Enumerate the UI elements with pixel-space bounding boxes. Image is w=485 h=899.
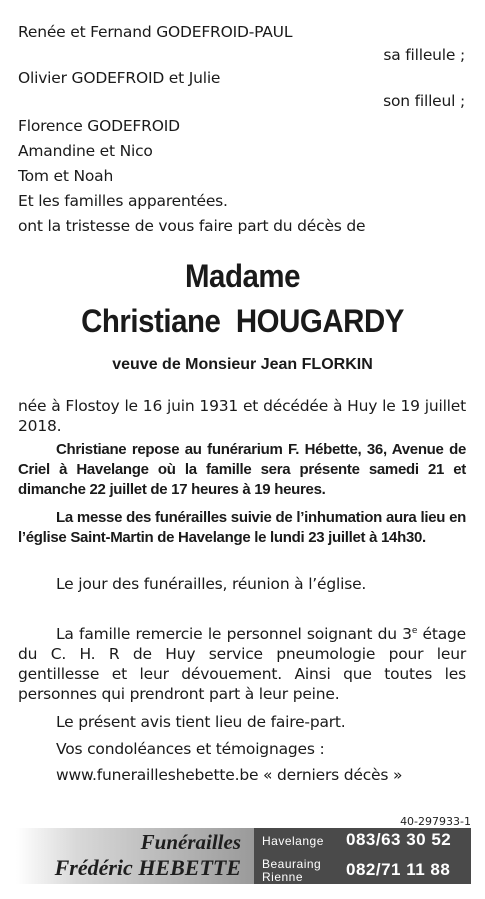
- mass-paragraph: La messe des funérailles suivie de l’inhumation aura lieu en l’église Saint-Martin de Havelange le lundi 23 juillet à 14h30.: [18, 509, 466, 546]
- funeral-home-banner: [16, 828, 471, 884]
- reference-number: 40-297933-1: [400, 815, 471, 828]
- funeral-home-line-2: Frédéric HEBETTE: [54, 855, 241, 880]
- intro-line-7: ont la tristesse de vous faire part du décès de: [18, 217, 366, 235]
- thanks-paragraph: [18, 624, 466, 704]
- location-beauraing: Beauraing: [262, 857, 322, 871]
- phone-havelange: 083/63 30 52: [346, 830, 452, 849]
- widow-of: veuve de Monsieur Jean FLORKIN: [112, 356, 373, 373]
- intro-line-6: Et les familles apparentées.: [18, 192, 228, 210]
- condolences-paragraph: Vos condoléances et témoignages :: [56, 740, 325, 758]
- thanks-superscript: e: [411, 625, 418, 636]
- deceased-title: Madame: [184, 258, 301, 294]
- repose-paragraph: Christiane repose au funérarium F. Hébette, 36, Avenue de Criel à Havelange où la famille sera présente samedi 21 et dimanche 22 juillet de 17 heures à 19 heures.: [18, 441, 466, 498]
- intro-line-3: Florence GODEFROID: [18, 117, 180, 135]
- intro-line-5: Tom et Noah: [18, 167, 114, 185]
- intro-line-2: Olivier GODEFROID et Julie: [18, 69, 221, 87]
- intro-role-2: son filleul ;: [383, 92, 465, 110]
- intro-role-1: sa filleule ;: [383, 46, 465, 64]
- thanks-text-cont: étage du C. H. R de Huy service pneumologie pour leur gentillesse et leur dévouement. Ainsi que toutes les personnes qui prendront part à leur peine.: [18, 625, 467, 703]
- intro-line-4: Amandine et Nico: [18, 142, 153, 160]
- location-rienne: Rienne: [262, 870, 304, 884]
- location-havelange: Havelange: [262, 834, 324, 848]
- deceased-name: Christiane HOUGARDY: [81, 303, 404, 339]
- website-paragraph: www.funerailleshebette.be « derniers décès »: [56, 766, 403, 784]
- funeral-home-line-1: Funérailles: [140, 830, 241, 854]
- birth-paragraph: née à Flostoy le 16 juin 1931 et décédée à Huy le 19 juillet 2018.: [18, 397, 466, 435]
- notice-paragraph: Le présent avis tient lieu de faire-part.: [56, 713, 346, 731]
- intro-line-1: Renée et Fernand GODEFROID-PAUL: [18, 23, 293, 41]
- phone-beauraing: 082/71 11 88: [346, 860, 451, 879]
- thanks-text: La famille remercie le personnel soignant du 3: [56, 625, 412, 643]
- meeting-paragraph: Le jour des funérailles, réunion à l’église.: [56, 575, 367, 593]
